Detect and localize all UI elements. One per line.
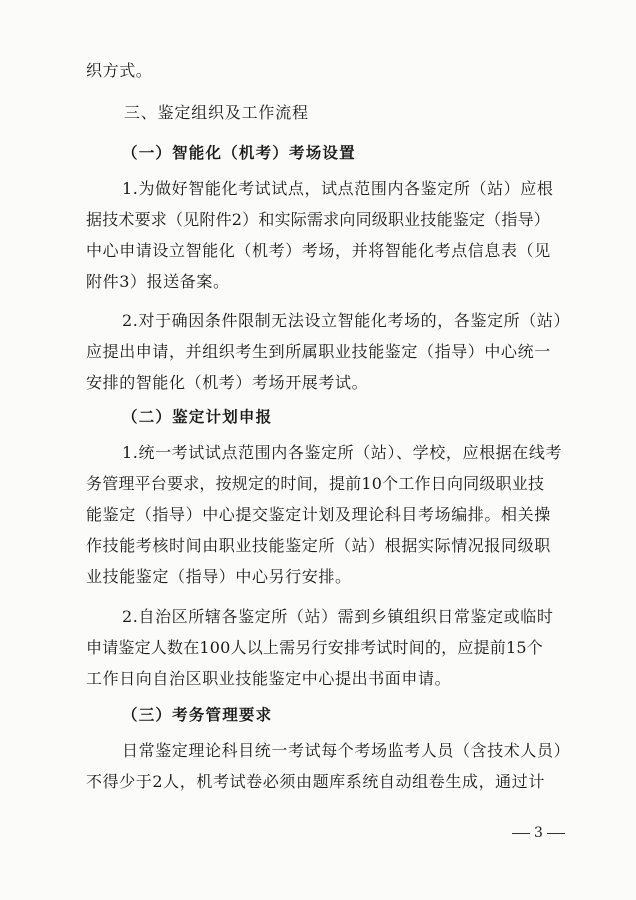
paragraph-line: 织方式。 [86, 61, 153, 80]
paragraph-line: 申请鉴定人数在100人以上需另行安排考试时间的，应提前15个 [86, 638, 543, 657]
paragraph-line: 安排的智能化（机考）考场开展考试。 [86, 373, 369, 392]
page-number-dash-right [547, 833, 565, 834]
paragraph-line: 1.为做好智能化考试试点，试点范围内各鉴定所（站）应根 [122, 179, 554, 198]
paragraph-line: 不得少于2人，机考试卷必须由题库系统自动组卷生成，通过计 [86, 772, 545, 791]
subsection-heading: （一）智能化（机考）考场设置 [122, 144, 356, 162]
paragraph-line: 应提出申请，并组织考生到所属职业技能鉴定（指导）中心统一 [86, 342, 551, 361]
paragraph-line: 中心申请设立智能化（机考）考场，并将智能化考点信息表（见 [86, 241, 551, 260]
page-number-value: 3 [534, 825, 543, 841]
subsection-heading: （二）鉴定计划申报 [122, 408, 273, 426]
paragraph-line: 2.对于确因条件限制无法设立智能化考场的，各鉴定所（站） [122, 311, 571, 330]
paragraph-line: 务管理平台要求，按规定的时间，提前10个工作日向同级职业技 [86, 474, 545, 493]
subsection-heading: （三）考务管理要求 [122, 706, 273, 724]
paragraph-line: 1.统一考试试点范围内各鉴定所（站）、学校，应根据在线考 [122, 443, 563, 462]
paragraph-line: 附件3）报送备案。 [86, 272, 230, 291]
paragraph-line: 工作日向自治区职业技能鉴定中心提出书面申请。 [86, 669, 452, 688]
paragraph-line: 能鉴定（指导）中心提交鉴定计划及理论科目考场编排。相关操 [86, 505, 551, 524]
paragraph-line: 作技能考核时间由职业技能鉴定所（站）根据实际情况报同级职 [86, 536, 551, 555]
page-number-dash-left [512, 833, 530, 834]
page-number [512, 824, 565, 842]
section-heading: 三、鉴定组织及工作流程 [124, 103, 309, 122]
paragraph-line: 2.自治区所辖各鉴定所（站）需到乡镇组织日常鉴定或临时 [122, 607, 554, 626]
paragraph-line: 业技能鉴定（指导）中心另行安排。 [86, 567, 352, 586]
paragraph-line: 日常鉴定理论科目统一考试每个考场监考人员（含技术人员） [122, 741, 571, 760]
paragraph-line: 据技术要求（见附件2）和实际需求向同级职业技能鉴定（指导） [86, 210, 550, 229]
